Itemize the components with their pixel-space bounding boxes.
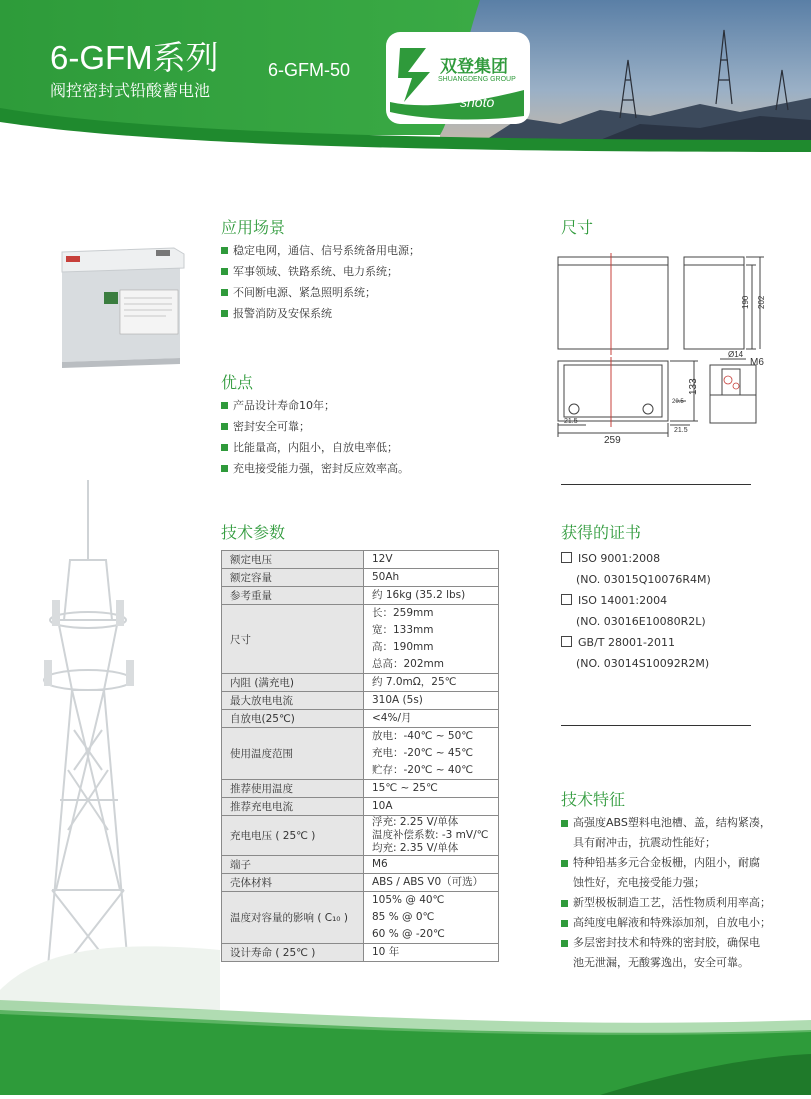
list-item: 稳定电网，通信、信号系统备用电源；	[221, 240, 420, 261]
table-row	[222, 856, 499, 874]
spec-value-line: ABS / ABS V0（可选）	[372, 876, 484, 888]
table-row	[222, 569, 499, 587]
spec-table	[221, 550, 499, 962]
spec-key: 额定电压	[222, 551, 364, 569]
table-row	[222, 728, 499, 780]
spec-value-line: 60 % @ -20℃	[372, 928, 445, 940]
cert-name: GB/T 28001-2011	[578, 636, 675, 649]
footer-band	[0, 990, 811, 1099]
list-item	[561, 590, 711, 611]
checkbox-icon	[561, 552, 572, 563]
dim-label: 21.5	[674, 427, 688, 434]
list-item: 多层密封技术和特殊的密封胶，确保电	[561, 933, 776, 953]
spec-key: 使用温度范围	[222, 728, 364, 780]
list-item: 报警消防及安保系统	[221, 303, 420, 324]
certificates-title: 获得的证书	[561, 523, 642, 542]
table-row	[222, 798, 499, 816]
spec-value-line: 15℃ ~ 25℃	[372, 782, 438, 794]
model-number: 6-GFM-50	[268, 60, 351, 80]
logo-chinese-name: 双登集团	[440, 57, 508, 77]
table-row	[222, 587, 499, 605]
spec-value-line: 充电：-20℃ ~ 45℃	[372, 747, 474, 759]
spec-value-line: 长：259mm	[372, 607, 434, 619]
spec-value-line: 10 年	[372, 946, 400, 958]
table-row	[222, 874, 499, 892]
dim-label: 202	[757, 295, 766, 309]
spec-key: 内阻 (满充电)	[222, 674, 364, 692]
list-item: 高强度ABS塑料电池槽、盖，结构紧凑，	[561, 813, 776, 833]
table-row	[222, 551, 499, 569]
list-item: 比能量高，内阻小，自放电率低；	[221, 437, 409, 458]
spec-value	[364, 874, 499, 892]
features-title: 技术特征	[561, 790, 626, 809]
spec-value-line: 约 16kg (35.2 lbs)	[372, 589, 466, 601]
advantages-title: 优点	[221, 373, 254, 392]
table-row	[222, 710, 499, 728]
divider	[561, 484, 751, 485]
list-item: 新型极板制造工艺，活性物质利用率高；	[561, 893, 776, 913]
spec-key: 额定容量	[222, 569, 364, 587]
dim-label: 259	[604, 435, 621, 446]
dim-label: Ø14	[728, 350, 744, 359]
spec-key: 参考重量	[222, 587, 364, 605]
footer-wave	[0, 990, 811, 1095]
list-item-continuation: 池无泄漏，无酸雾逸出，安全可靠。	[573, 956, 749, 969]
spec-key: 设计寿命 ( 25℃ )	[222, 944, 364, 962]
logo-brand: shoto	[460, 94, 495, 110]
spec-value	[364, 816, 499, 856]
spec-key: 自放电(25℃)	[222, 710, 364, 728]
spec-value	[364, 944, 499, 962]
list-item: 特种铅基多元合金板栅，内阻小，耐腐	[561, 853, 776, 873]
list-item	[561, 632, 711, 653]
series-title: 6-GFM系列	[50, 39, 219, 76]
spec-value	[364, 569, 499, 587]
dim-label: 190	[741, 295, 750, 309]
spec-value-line: 温度补偿系数: -3 mV/℃	[372, 829, 489, 841]
dim-label: 133	[688, 378, 699, 395]
list-item-continuation: 具有耐冲击，抗震动性能好；	[573, 836, 716, 849]
spec-value	[364, 798, 499, 816]
spec-value-line: 310A (5s)	[372, 694, 423, 706]
spec-key: 推荐充电电流	[222, 798, 364, 816]
list-item-continuation: 蚀性好，充电接受能力强；	[573, 876, 705, 889]
list-item: 充电接受能力强，密封反应效率高。	[221, 458, 409, 479]
advantages-list	[221, 395, 409, 479]
spec-value	[364, 692, 499, 710]
spec-value	[364, 728, 499, 780]
list-item: 高纯度电解液和特殊添加剂，自放电小；	[561, 913, 776, 933]
logo-english-name: SHUANGDENG GROUP	[438, 76, 516, 83]
specs-title: 技术参数	[221, 523, 286, 542]
spec-key: 充电电压 ( 25℃ )	[222, 816, 364, 856]
spec-key: 壳体材料	[222, 874, 364, 892]
spec-value-line: M6	[372, 858, 388, 870]
battery-dimension-drawing	[550, 245, 765, 445]
spec-value	[364, 551, 499, 569]
spec-value-line: 贮存：-20℃ ~ 40℃	[372, 764, 474, 776]
battery-product-image	[56, 246, 186, 368]
list-item: 不间断电源、紧急照明系统；	[221, 282, 420, 303]
spec-value	[364, 605, 499, 674]
spec-value	[364, 674, 499, 692]
applications-list	[221, 240, 420, 324]
spec-value	[364, 856, 499, 874]
spec-value	[364, 587, 499, 605]
spec-value-line: 10A	[372, 800, 393, 812]
features-list	[561, 813, 776, 973]
communication-tower-icon	[0, 470, 220, 1010]
checkbox-icon	[561, 636, 572, 647]
cert-number: (NO. 03016E10080R2L)	[576, 615, 706, 628]
dim-label: M6	[750, 357, 764, 368]
divider	[561, 725, 751, 726]
cert-name: ISO 14001:2004	[578, 594, 668, 607]
spec-value	[364, 710, 499, 728]
shuangdeng-logo	[386, 32, 530, 124]
spec-value-line: 高：190mm	[372, 641, 434, 653]
applications-title: 应用场景	[221, 218, 286, 237]
spec-value-line: 宽：133mm	[372, 624, 434, 636]
list-item: 密封安全可靠；	[221, 416, 409, 437]
spec-value-line: <4%/月	[372, 712, 412, 724]
spec-value-line: 85 % @ 0℃	[372, 911, 435, 923]
series-subtitle: 阀控密封式铅酸蓄电池	[50, 81, 211, 100]
cert-number: (NO. 03015Q10076R4M)	[576, 573, 711, 586]
spec-value-line: 约 7.0mΩ，25℃	[372, 676, 457, 688]
checkbox-icon	[561, 594, 572, 605]
table-row	[222, 780, 499, 798]
table-row	[222, 892, 499, 944]
spec-value-line: 浮充: 2.25 V/单体	[372, 816, 459, 828]
spec-value	[364, 780, 499, 798]
list-item	[561, 548, 711, 569]
spec-value-line: 12V	[372, 553, 393, 565]
spec-value	[364, 892, 499, 944]
spec-key: 尺寸	[222, 605, 364, 674]
spec-value-line: 105% @ 40℃	[372, 894, 445, 906]
cert-number: (NO. 03014S10092R2M)	[576, 657, 710, 670]
dim-label: 21.5	[564, 418, 578, 425]
spec-key: 温度对容量的影响 ( C₁₀ )	[222, 892, 364, 944]
spec-value-line: 均充: 2.35 V/单体	[372, 842, 459, 854]
dim-label: 20.5	[672, 399, 684, 405]
dimensions-title: 尺寸	[561, 218, 594, 237]
header-banner	[0, 0, 811, 190]
battery-icon	[56, 246, 186, 368]
spec-key: 端子	[222, 856, 364, 874]
table-row	[222, 944, 499, 962]
cert-name: ISO 9001:2008	[578, 552, 661, 565]
spec-key: 推荐使用温度	[222, 780, 364, 798]
spec-value-line: 50Ah	[372, 571, 400, 583]
dimension-drawing	[550, 245, 765, 449]
certificates-list	[561, 548, 711, 674]
table-row	[222, 674, 499, 692]
tower-illustration	[0, 470, 220, 1014]
table-row	[222, 816, 499, 856]
spec-value-line: 总高：202mm	[372, 658, 444, 670]
list-item: 军事领域、铁路系统、电力系统；	[221, 261, 420, 282]
spec-key: 最大放电电流	[222, 692, 364, 710]
table-row	[222, 692, 499, 710]
list-item: 产品设计寿命10年；	[221, 395, 409, 416]
spec-value-line: 放电：-40℃ ~ 50℃	[372, 730, 474, 742]
table-row	[222, 605, 499, 674]
